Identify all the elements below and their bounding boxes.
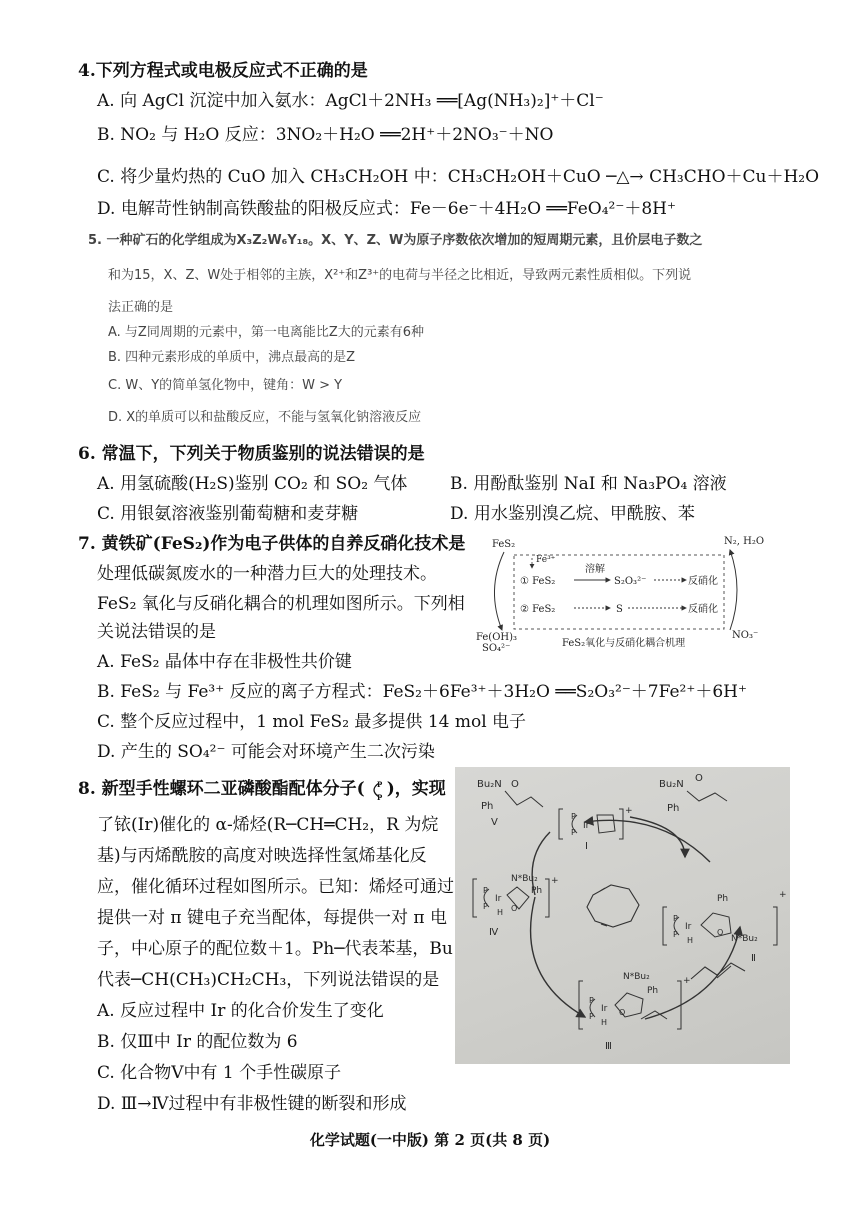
cyc-i-p1: P [571, 812, 576, 821]
cyc-iii-ir: Ir [601, 1004, 608, 1014]
fig7-row1-start: ① FeS₂ [520, 576, 556, 587]
cyc-i-p2: P [571, 828, 576, 837]
q8-option-d: D. Ⅲ→Ⅳ过程中有非极性键的断裂和形成 [97, 1094, 407, 1114]
ligand-p-bottom: P [376, 792, 382, 802]
cyc-iv-ph: Ph [531, 886, 543, 896]
cyc-ii-h: H [687, 936, 694, 945]
q5-option-d: D. X的单质可以和盐酸反应，不能与氢氧化钠溶液反应 [108, 410, 422, 425]
fig7-feoh3: Fe(OH)₃ [476, 632, 518, 643]
fig7-row1-mid: S₂O₃²⁻ [614, 576, 647, 587]
fig7-dissolve-label: 溶解 [585, 564, 605, 575]
cyc-ii-plus: + [779, 890, 787, 900]
q6-option-b: B. 用酚酞鉴别 NaI 和 Na₃PO₄ 溶液 [450, 474, 727, 494]
q8-option-b: B. 仅Ⅲ中 Ir 的配位数为 6 [97, 1032, 298, 1052]
fig7-row2-mid: S [616, 604, 623, 615]
q7-option-d: D. 产生的 SO₄²⁻ 可能会对环境产生二次污染 [97, 742, 435, 762]
cyc-label-iii: Ⅲ [605, 1041, 612, 1052]
fig7-row2-start: ② FeS₂ [520, 604, 556, 615]
fig7-fes2-top: FeS₂ [492, 539, 516, 550]
cyc-label-iv: Ⅳ [489, 927, 499, 938]
q7-mechanism-figure [474, 530, 765, 654]
ligand-p-top: P [376, 779, 382, 789]
cyc-iii-h: H [601, 1018, 608, 1027]
ligand-glyph [365, 779, 387, 801]
cyc-v-ph: Ph [481, 801, 494, 812]
page-footer: 化学试题(一中版) 第 2 页(共 8 页) [309, 1131, 551, 1149]
q8-stem-line2: 了铱(Ir)催化的 α-烯烃(R─CH═CH₂，R 为烷 [97, 815, 439, 835]
cyc-label-ii: Ⅱ [751, 953, 756, 964]
q7-option-a: A. FeS₂ 晶体中存在非极性共价键 [97, 652, 352, 672]
cyc-iv-nbu2: N*Bu₂ [511, 874, 538, 884]
fig7-so4: SO₄²⁻ [482, 643, 511, 654]
cyc-ii-p2: P [673, 930, 678, 939]
q6-option-d: D. 用水鉴别溴乙烷、甲酰胺、苯 [450, 504, 695, 524]
q4-option-b: B. NO₂ 与 H₂O 反应：3NO₂＋H₂O ══2H⁺＋2NO₃⁻＋NO [97, 125, 554, 145]
cyc-iv-p2: P [483, 902, 488, 911]
q8-stem-line6: 子，中心原子的配位数＋1。Ph─代表苯基，Bu [97, 939, 453, 959]
q8-stem-line1 [78, 778, 446, 801]
q7-stem-line4: 关说法错误的是 [97, 622, 216, 642]
cyc-reagent-bu2n: Bu₂N [659, 779, 684, 790]
cyc-iv-p1: P [483, 886, 488, 895]
q8-stem-text-1: 8. 新型手性螺环二亚磷酸酯配体分子( [78, 779, 365, 799]
q5-option-c: C. W、Y的简单氢化物中，键角：W > Y [108, 378, 343, 393]
cyc-iii-nbu2: N*Bu₂ [623, 972, 650, 982]
q7-option-c: C. 整个反应过程中，1 mol FeS₂ 最多提供 14 mol 电子 [97, 712, 527, 732]
q8-stem-line4: 应，催化循环过程如图所示。已知：烯烃可通过 [97, 877, 454, 897]
cyc-iii-plus: + [683, 976, 691, 986]
q4-option-a: A. 向 AgCl 沉淀中加入氨水：AgCl＋2NH₃ ══[Ag(NH₃)₂]⁺＋Cl⁻ [97, 91, 604, 111]
q8-stem-line3: 基)与丙烯酰胺的高度对映选择性氢烯基化反 [97, 846, 427, 866]
q4-option-c: C. 将少量灼热的 CuO 加入 CH₃CH₂OH 中：CH₃CH₂OH＋CuO ─△→ CH₃CHO＋Cu＋H₂O [97, 167, 820, 187]
q4-option-d: D. 电解苛性钠制高铁酸盐的阳极反应式：Fe－6e⁻＋4H₂O ══FeO₄²⁻＋8H⁺ [97, 199, 676, 219]
cyc-ii-o: O [717, 928, 724, 937]
fig7-caption: FeS₂氧化与反硝化耦合机理 [562, 638, 686, 649]
q5-stem-line3: 法正确的是 [108, 300, 174, 315]
cyc-label-i: Ⅰ [585, 841, 588, 852]
fig7-product-top: N₂, H₂O [724, 536, 765, 547]
cyc-iv-o: O [511, 904, 518, 913]
cyc-ii-nbu2: N*Bu₂ [731, 934, 758, 944]
fig7-row2-end: 反硝化 [688, 604, 718, 615]
fig7-no3: NO₃⁻ [732, 630, 759, 641]
q6-stem: 6. 常温下，下列关于物质鉴别的说法错误的是 [78, 444, 425, 464]
cyc-ii-p1: P [673, 914, 678, 923]
q8-option-a: A. 反应过程中 Ir 的化合价发生了变化 [97, 1001, 384, 1021]
cyc-v-o: O [511, 779, 519, 790]
q5-stem-line2: 和为15，X、Z、W处于相邻的主族，X²⁺和Z³⁺的电荷与半径之比相近，导致两元素性质相似。下列说 [108, 268, 692, 283]
q8-stem-line7: 代表─CH(CH₃)CH₂CH₃，下列说法错误的是 [97, 970, 440, 990]
cyc-iii-ph: Ph [647, 986, 659, 996]
cyc-ii-ph: Ph [717, 894, 729, 904]
q5-stem-line1: 5. 一种矿石的化学组成为X₃Z₂W₆Y₁₈。X、Y、Z、W为原子序数依次增加的短周期元素，且价层电子数之 [88, 233, 703, 248]
fig7-row1-end: 反硝化 [688, 576, 718, 587]
cyc-i-plus: + [625, 806, 633, 816]
q7-stem-line2: 处理低碳氮废水的一种潜力巨大的处理技术。 [97, 564, 437, 584]
cyc-i-ir: Ir [583, 821, 590, 831]
cyc-reagent-ph: Ph [667, 803, 680, 814]
q7-option-b: B. FeS₂ 与 Fe³⁺ 反应的离子方程式：FeS₂＋6Fe³⁺＋3H₂O ══S₂O₃²⁻＋7Fe²⁺＋6H⁺ [97, 682, 747, 702]
fig7-fe3-label: Fe³⁺ [536, 555, 556, 565]
cyc-ii-ir: Ir [685, 922, 692, 932]
cyc-v-bu2n: Bu₂N [477, 779, 502, 790]
cyc-iv-plus: + [551, 876, 559, 886]
q8-stem-text-2: )，实现 [386, 779, 446, 799]
cyc-iii-o: O [619, 1008, 626, 1017]
q8-option-c: C. 化合物Ⅴ中有 1 个手性碳原子 [97, 1063, 342, 1083]
q4-stem: 4.下列方程式或电极反应式不正确的是 [78, 61, 368, 81]
cyc-iii-p1: P [589, 996, 594, 1005]
q8-catalytic-cycle-figure [455, 767, 790, 1064]
q5-option-a: A. 与Z同周期的元素中，第一电离能比Z大的元素有6种 [108, 325, 425, 340]
cyc-iv-ir: Ir [495, 894, 502, 904]
q6-option-c: C. 用银氨溶液鉴别葡萄糖和麦芽糖 [97, 504, 359, 524]
cyc-iii-p2: P [589, 1012, 594, 1021]
q5-option-b: B. 四种元素形成的单质中，沸点最高的是Z [108, 350, 356, 365]
q7-stem-line1: 7. 黄铁矿(FeS₂)作为电子供体的自养反硝化技术是 [78, 534, 466, 554]
q8-stem-line5: 提供一对 π 键电子充当配体，每提供一对 π 电 [97, 908, 447, 928]
cyc-iv-h: H [497, 908, 504, 917]
q6-option-a: A. 用氢硫酸(H₂S)鉴别 CO₂ 和 SO₂ 气体 [97, 474, 408, 494]
cyc-reagent-o: O [695, 773, 703, 784]
q7-stem-line3: FeS₂ 氧化与反硝化耦合的机理如图所示。下列相 [97, 594, 465, 614]
cyc-label-v: Ⅴ [491, 817, 498, 828]
